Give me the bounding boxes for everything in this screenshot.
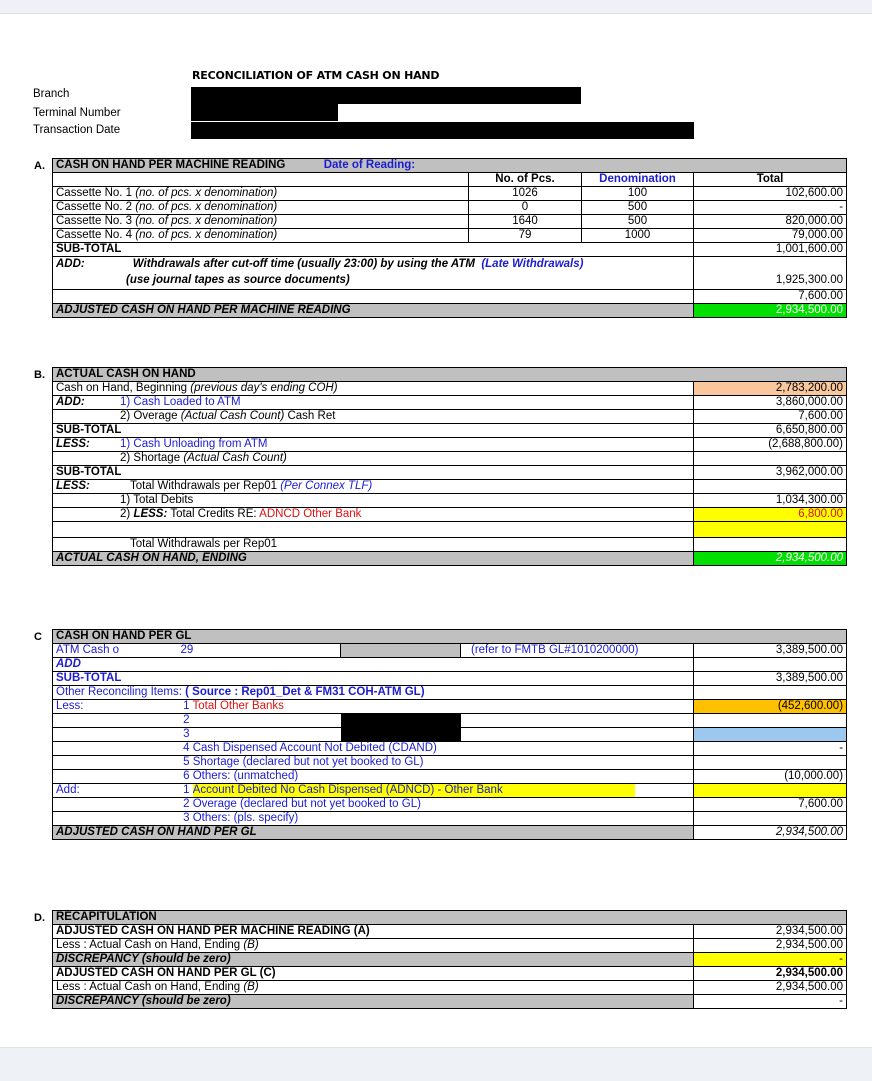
subtotal-row: SUB-TOTAL 3,389,500.00: [53, 672, 847, 686]
column-header-row: [53, 173, 847, 187]
redaction-terminal: [191, 104, 338, 121]
add-item-row: Add: 1 Account Debited No Cash Dispensed (ADNCD) - Other Bank: [53, 784, 847, 798]
less-item-row: Less: 1 Total Other Banks (452,600.00): [53, 700, 847, 714]
cash-loaded-row: ADD: 1) Cash Loaded to ATM 3,860,000.00: [53, 396, 847, 410]
bottom-band: [0, 1047, 872, 1081]
subtotal-row: SUB-TOTAL 1,001,600.00: [53, 243, 847, 257]
add-item-row: 3 Others: (pls. specify): [53, 812, 847, 826]
date-of-reading-label: Date of Reading:: [323, 159, 416, 171]
total-withdrawals-row-2: Total Withdrawals per Rep01: [53, 538, 847, 552]
total-credits-row: 2) LESS: Total Credits RE: ADNCD Other Bank 6,800.00: [53, 508, 847, 522]
atm-cash-row: ATM Cash o 29 (refer to FMTB GL#1010200000) 3,389,500.00: [53, 644, 847, 658]
col-total: Total: [694, 173, 847, 187]
redaction-date: [191, 122, 694, 139]
total-debits-row: 1) Total Debits 1,034,300.00: [53, 494, 847, 508]
cash-unloading-row: LESS: 1) Cash Unloading from ATM (2,688,800.00): [53, 438, 847, 452]
section-b-title: ACTUAL CASH ON HAND: [53, 368, 847, 382]
recap-row: Less : Actual Cash on Hand, Ending (B) 2,934,500.00: [53, 981, 847, 995]
discrepancy-row: DISCREPANCY (should be zero) -: [53, 995, 847, 1009]
cassette-row: Cassette No. 3 (no. of pcs. x denomination) 1640 500 820,000.00: [53, 215, 847, 229]
section-b-table: [52, 367, 847, 566]
late-withdrawals-note-row: (use journal tapes as source documents) 1,925,300.00: [53, 271, 847, 290]
section-c-letter: C: [34, 631, 42, 643]
section-a-table: [52, 158, 847, 318]
total-withdrawals-row: LESS: Total Withdrawals per Rep01 (Per Connex TLF): [53, 480, 847, 494]
actual-ending-value: 2,934,500.00: [694, 552, 847, 566]
less-item-row: 6 Others: (unmatched) (10,000.00): [53, 770, 847, 784]
shortage-row: 2) Shortage (Actual Cash Count): [53, 452, 847, 466]
terminal-label: Terminal Number: [33, 107, 121, 119]
less-item-row: 3: [53, 728, 847, 742]
discrepancy-row: DISCREPANCY (should be zero) -: [53, 953, 847, 967]
less-item-row: 2: [53, 714, 847, 728]
section-b-letter: B.: [34, 369, 45, 381]
adjusted-gl-value: 2,934,500.00: [694, 826, 847, 840]
cassette-row: Cassette No. 4 (no. of pcs. x denomination) 79 1000 79,000.00: [53, 229, 847, 243]
actual-ending-row: ACTUAL CASH ON HAND, ENDING 2,934,500.00: [53, 552, 847, 566]
recap-row: ADJUSTED CASH ON HAND PER MACHINE READING (A) 2,934,500.00: [53, 925, 847, 939]
section-d-title: RECAPITULATION: [53, 911, 847, 925]
report-title: RECONCILIATION OF ATM CASH ON HAND: [192, 69, 440, 82]
cassette-row: Cassette No. 2 (no. of pcs. x denomination) 0 500 -: [53, 201, 847, 215]
late-withdrawals-row: ADD: Withdrawals after cut-off time (usually 23:00) by using the ATM (Late Withdrawals): [53, 257, 847, 272]
section-a-letter: A.: [34, 160, 45, 172]
adjusted-machine-row: ADJUSTED CASH ON HAND PER MACHINE READING 2,934,500.00: [53, 304, 847, 318]
recap-row: Less : Actual Cash on Hand, Ending (B) 2,934,500.00: [53, 939, 847, 953]
other-reconciling-row: Other Reconciling Items: ( Source : Rep01_Det & FM31 COH-ATM GL): [53, 686, 847, 700]
section-a-title: CASH ON HAND PER MACHINE READING: [56, 159, 286, 171]
cassette-row: Cassette No. 1 (no. of pcs. x denomination) 1026 100 102,600.00: [53, 187, 847, 201]
top-band: [0, 0, 872, 14]
add-row: ADD: [53, 658, 847, 672]
add-item-row: 2 Overage (declared but not yet booked to GL) 7,600.00: [53, 798, 847, 812]
less-item-row: 5 Shortage (declared but not yet booked to GL): [53, 756, 847, 770]
col-denom: Denomination: [582, 173, 694, 187]
col-pcs: No. of Pcs.: [469, 173, 582, 187]
section-c-title: CASH ON HAND PER GL: [53, 630, 847, 644]
redaction-branch: [191, 87, 581, 104]
section-d-letter: D.: [34, 912, 45, 924]
recap-row: ADJUSTED CASH ON HAND PER GL (C) 2,934,500.00: [53, 967, 847, 981]
subtotal-row: SUB-TOTAL 3,962,000.00: [53, 466, 847, 480]
section-c-table: [52, 629, 847, 840]
redaction-item-3: [341, 728, 461, 741]
redaction-item-2: [341, 714, 461, 727]
subtotal-row: SUB-TOTAL 6,650,800.00: [53, 424, 847, 438]
extra-row: 7,600.00: [53, 290, 847, 304]
section-a-header: [53, 159, 847, 173]
branch-label: Branch: [33, 88, 70, 100]
date-label: Transaction Date: [33, 124, 121, 136]
overage-row: 2) Overage (Actual Cash Count) Cash Ret 7,600.00: [53, 410, 847, 424]
blank-row: [53, 522, 847, 538]
adjusted-gl-row: ADJUSTED CASH ON HAND PER GL 2,934,500.00: [53, 826, 847, 840]
beginning-row: Cash on Hand, Beginning (previous day's ending COH) 2,783,200.00: [53, 382, 847, 396]
adjusted-machine-value: 2,934,500.00: [694, 304, 847, 318]
less-item-row: 4 Cash Dispensed Account Not Debited (CDAND) -: [53, 742, 847, 756]
section-d-table: [52, 910, 847, 1009]
